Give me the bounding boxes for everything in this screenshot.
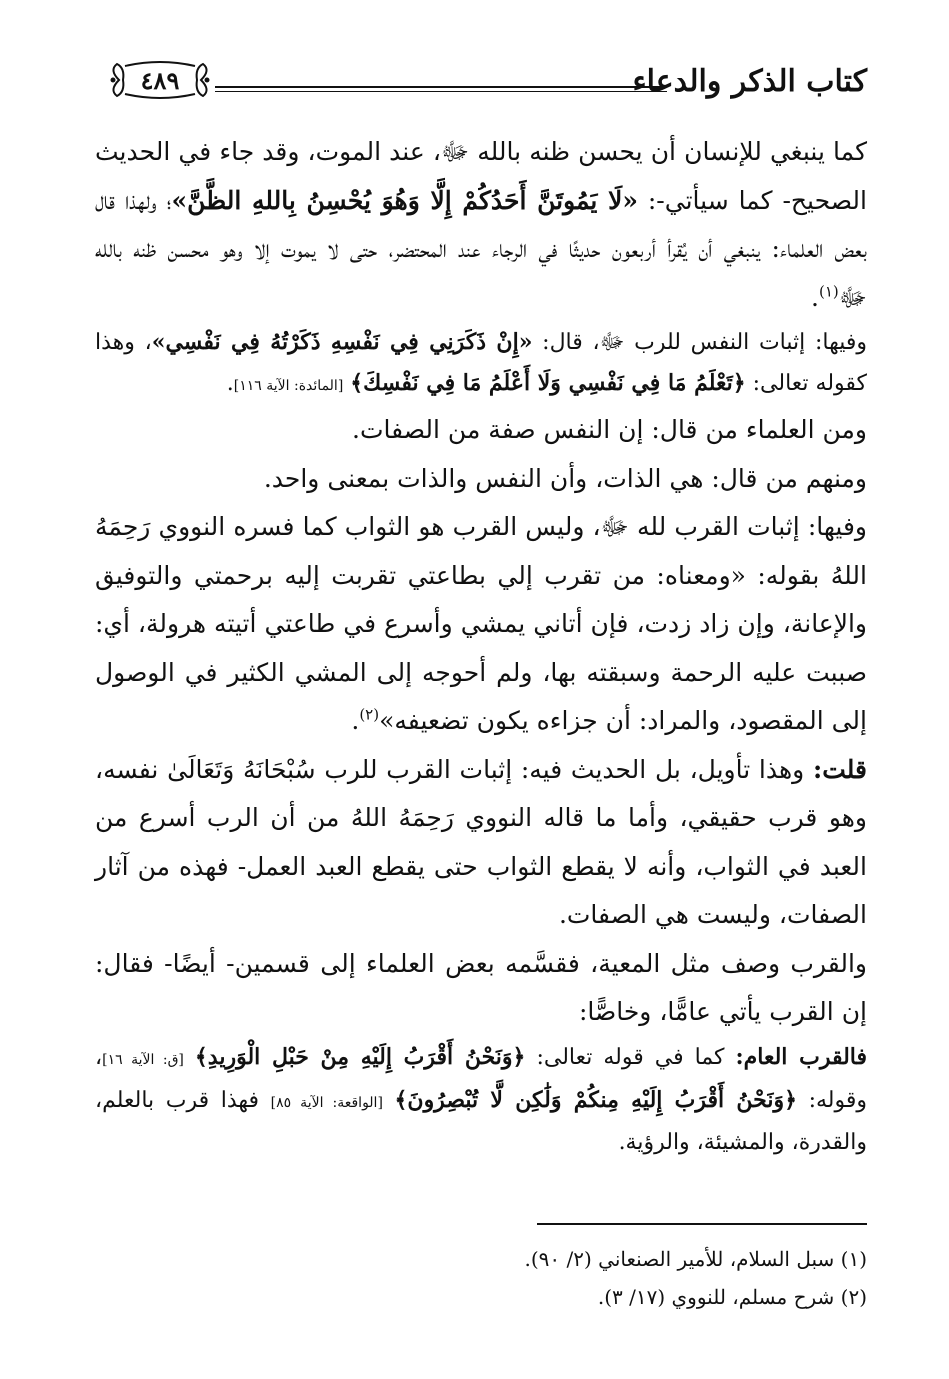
ayah-quote-3: ﴿وَنَحْنُ أَقْرَبُ إِلَيْهِ مِنكُمْ وَلَٰكِن لَّا تُبْصِرُونَ﴾ bbox=[394, 1086, 797, 1113]
hadith-quote-2: «إِنْ ذَكَرَنِي فِي نَفْسِهِ ذَكَرْتُهُ فِي نَفْسِي» bbox=[151, 329, 533, 355]
p2-text-c: . bbox=[226, 371, 234, 396]
footnote-1: (١) سبل السلام، للأمير الصنعاني (٢/ ٩٠). bbox=[524, 1247, 867, 1271]
header-rule bbox=[215, 86, 667, 88]
footnote-marker-2: (٢) bbox=[359, 705, 380, 724]
footnote-separator bbox=[537, 1223, 867, 1225]
p8-text-c: فهذا قرب بالعلم، والقدرة، والمشيئة، والرؤية. bbox=[95, 1087, 867, 1155]
running-title: كتاب الذكر والدعاء bbox=[632, 64, 867, 99]
body-text bbox=[95, 128, 867, 1163]
p5-text-b: . bbox=[351, 706, 360, 735]
page-header bbox=[95, 56, 867, 108]
paragraph-8-lead: فالقرب العام: bbox=[735, 1043, 868, 1070]
page-number-ornament bbox=[105, 58, 215, 102]
paragraph-8 bbox=[95, 1037, 867, 1163]
paragraph-4: ومنهم من قال: هي الذات، وأن النفس والذات بمعنى واحد. bbox=[263, 463, 867, 493]
ayah-reference-3: [الواقعة: الآية ٨٥] bbox=[270, 1094, 383, 1111]
p6-text: وهذا تأويل، بل الحديث فيه: إثبات القرب للرب سُبْحَانَهُ وَتَعَالَىٰ نفسه، وهو قرب حقيقي، وأما ما قاله النووي رَحِمَهُ اللهُ من أن الرب أسرع من العبد في الثواب، وأنه لا يقطع الثواب حتى يقطع العبد العمل- فهذه من آثار الصفات، وليست هي الصفات. bbox=[95, 754, 867, 929]
header-rule-thin bbox=[215, 91, 667, 92]
p1-text-c: . bbox=[811, 282, 819, 312]
footnote-marker-1: (١) bbox=[818, 282, 839, 301]
ayah-reference-2: [ق: الآية ١٦] bbox=[102, 1051, 184, 1068]
paragraph-6 bbox=[95, 746, 867, 940]
footnote-2: (٢) شرح مسلم، للنووي (١٧/ ٣). bbox=[597, 1285, 867, 1309]
p2-text-b: ، وهذا كقوله تعالى: bbox=[95, 330, 867, 396]
p8-text-a: كما في قوله تعالى: bbox=[525, 1044, 736, 1070]
paragraph-3: ومن العلماء من قال: إن النفس صفة من الصفات. bbox=[352, 415, 867, 444]
p2-text-a: وفيها: إثبات النفس للرب ﷻ، قال: bbox=[532, 330, 867, 355]
hadith-quote-1: «لَا يَمُوتَنَّ أَحَدُكُمْ إِلَّا وَهُوَ يُحْسِنُ بِاللهِ الظَّنَّ» bbox=[171, 185, 638, 215]
paragraph-6-lead: قلت: bbox=[812, 754, 867, 784]
ayah-quote-1: ﴿تَعْلَمُ مَا فِي نَفْسِي وَلَا أَعْلَمُ مَا فِي نَفْسِكَ﴾ bbox=[350, 370, 746, 396]
ayah-quote-2: ﴿وَنَحْنُ أَقْرَبُ إِلَيْهِ مِنْ حَبْلِ الْوَرِيدِ﴾ bbox=[194, 1043, 526, 1070]
footnotes bbox=[95, 1240, 867, 1316]
ayah-reference-1: [المائدة: الآية ١١٦] bbox=[233, 378, 344, 394]
paragraph-2 bbox=[95, 322, 867, 406]
page-number: ٤٨٩ bbox=[140, 66, 180, 95]
paragraph-1 bbox=[95, 128, 867, 322]
p1-text-a: كما ينبغي للإنسان أن يحسن ظنه بالله ﷻ، عند الموت، وقد جاء في الحديث الصحيح- كما سيأتي-: bbox=[95, 137, 867, 215]
p1-text-b: ؛ ولهذا قال بعض العلماء: ينبغي أن يُقرأ أربعون حديثًا في الرجاء عند المحتضر، حتى لا يموت إلا وهو محسن ظنه بالله ﷻ bbox=[95, 185, 867, 312]
p8-text-b: ، وقوله: bbox=[95, 1044, 867, 1113]
p5-text-a: وفيها: إثبات القرب لله ﷻ، وليس القرب هو الثواب كما فسره النووي رَحِمَهُ اللهُ بقوله: «ومعناه: من تقرب إلي بطاعتي تقربت إليه برحمتي والتوفيق والإعانة، وإن زاد زدت، فإن أتاني يمشي وأسرع في طاعتي أتيته هرولة، أي: صببت عليه الرحمة وسبقته بها، ولم أحوجه إلى المشي الكثير في الوصول إلى المقصود، والمراد: أن جزاءه يكون تضعيفه» bbox=[95, 512, 867, 735]
paragraph-5 bbox=[95, 503, 867, 746]
paragraph-7: والقرب وصف مثل المعية، فقسَّمه بعض العلماء إلى قسمين- أيضًا- فقال: إن القرب يأتي عامًّا، وخاصًّا: bbox=[95, 948, 867, 1026]
